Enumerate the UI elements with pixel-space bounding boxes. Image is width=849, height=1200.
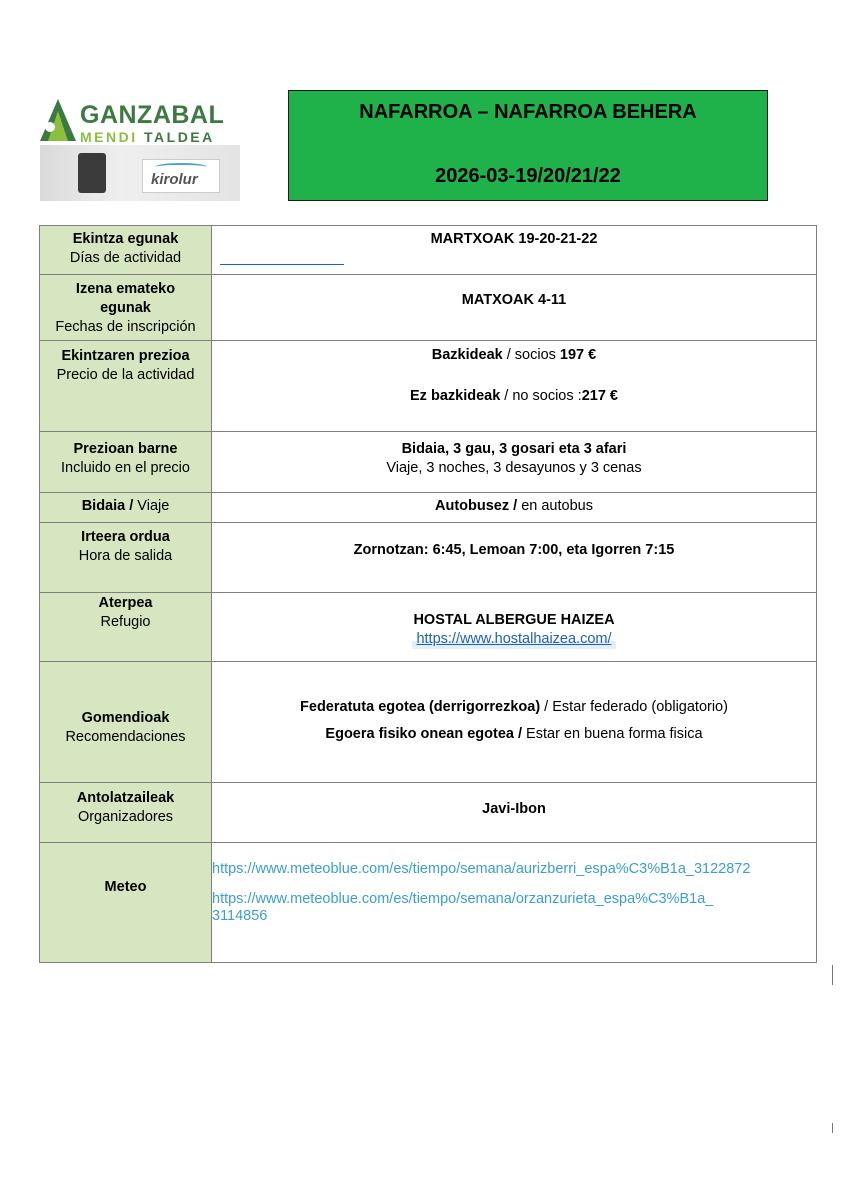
info-table — [39, 225, 817, 963]
row-label: Izena emateko egunak Fechas de inscripción — [40, 275, 212, 341]
table-row — [40, 523, 817, 593]
meteo-link-1[interactable]: https://www.meteoblue.com/es/tiempo/semana/aurizberri_espa%C3%B1a_3122872 — [212, 861, 751, 877]
logo-subtitle: MENDI TALDEA — [80, 129, 215, 145]
row-value: MATXOAK 4-11 — [212, 275, 817, 341]
underline-placeholder — [220, 264, 344, 265]
hostal-link[interactable]: https://www.hostalhaizea.com/ — [412, 629, 615, 649]
row-label: Irteera ordua Hora de salida — [40, 523, 212, 593]
page-margin-mark — [832, 1123, 833, 1133]
row-label: Prezioan barne Incluido en el precio — [40, 432, 212, 493]
meteo-link-2-cont[interactable]: 3114856 — [212, 908, 268, 924]
meteo-link-2[interactable]: https://www.meteoblue.com/es/tiempo/semana/orzanzurieta_espa%C3%B1a_ — [212, 891, 714, 907]
ganzabal-logo — [38, 95, 243, 203]
table-row — [40, 662, 817, 783]
table-row — [40, 432, 817, 493]
wave-icon — [155, 163, 207, 171]
row-value: Zornotzan: 6:45, Lemoan 7:00, eta Igorren 7:15 — [212, 523, 817, 593]
row-label: Ekintza egunak Días de actividad — [40, 226, 212, 275]
page-dates: 2026-03-19/20/21/22 — [435, 165, 621, 187]
table-row — [40, 843, 817, 963]
recommendation-1: Federatuta egotea (derrigorrezkoa) / Estar federado (obligatorio) — [300, 699, 728, 715]
row-value: Javi-Ibon — [212, 783, 817, 843]
row-value: Autobusez / en autobus — [212, 493, 817, 523]
table-row — [40, 593, 817, 662]
price-socios: Bazkideak / socios 197 € — [431, 347, 597, 363]
table-row — [40, 493, 817, 523]
row-label: Bidaia / Viaje — [40, 493, 212, 523]
row-label: Meteo — [40, 843, 212, 963]
recommendation-2: Egoera fisiko onean egotea / Estar en buena forma fisica — [325, 726, 703, 742]
row-value — [212, 341, 817, 432]
row-value: MARTXOAK 19-20-21-22 — [212, 226, 817, 275]
logo-brand: GANZABAL — [80, 101, 225, 129]
row-label: Ekintzaren prezioa Precio de la actividad — [40, 341, 212, 432]
mountain-logo-icon — [38, 97, 78, 143]
crest-icon — [78, 153, 106, 193]
price-no-socios: Ez bazkideak / no socios :217 € — [410, 388, 618, 404]
row-value — [212, 843, 817, 963]
row-value: HOSTAL ALBERGUE HAIZEA https://www.hostalhaizea.com/ — [212, 593, 817, 662]
table-row — [40, 341, 817, 432]
table-row — [40, 783, 817, 843]
row-label: Antolatzaileak Organizadores — [40, 783, 212, 843]
table-row — [40, 275, 817, 341]
title-box — [288, 90, 768, 201]
page-margin-mark — [832, 965, 833, 985]
table-row — [40, 226, 817, 275]
row-value: Bidaia, 3 gau, 3 gosari eta 3 afari Viaje, 3 noches, 3 desayunos y 3 cenas — [212, 432, 817, 493]
row-value — [212, 662, 817, 783]
row-label: Aterpea Refugio — [40, 593, 212, 662]
row-label: Gomendioak Recomendaciones — [40, 662, 212, 783]
kirolur-logo: kirolur — [142, 159, 220, 193]
page-title: NAFARROA – NAFARROA BEHERA — [359, 101, 697, 123]
